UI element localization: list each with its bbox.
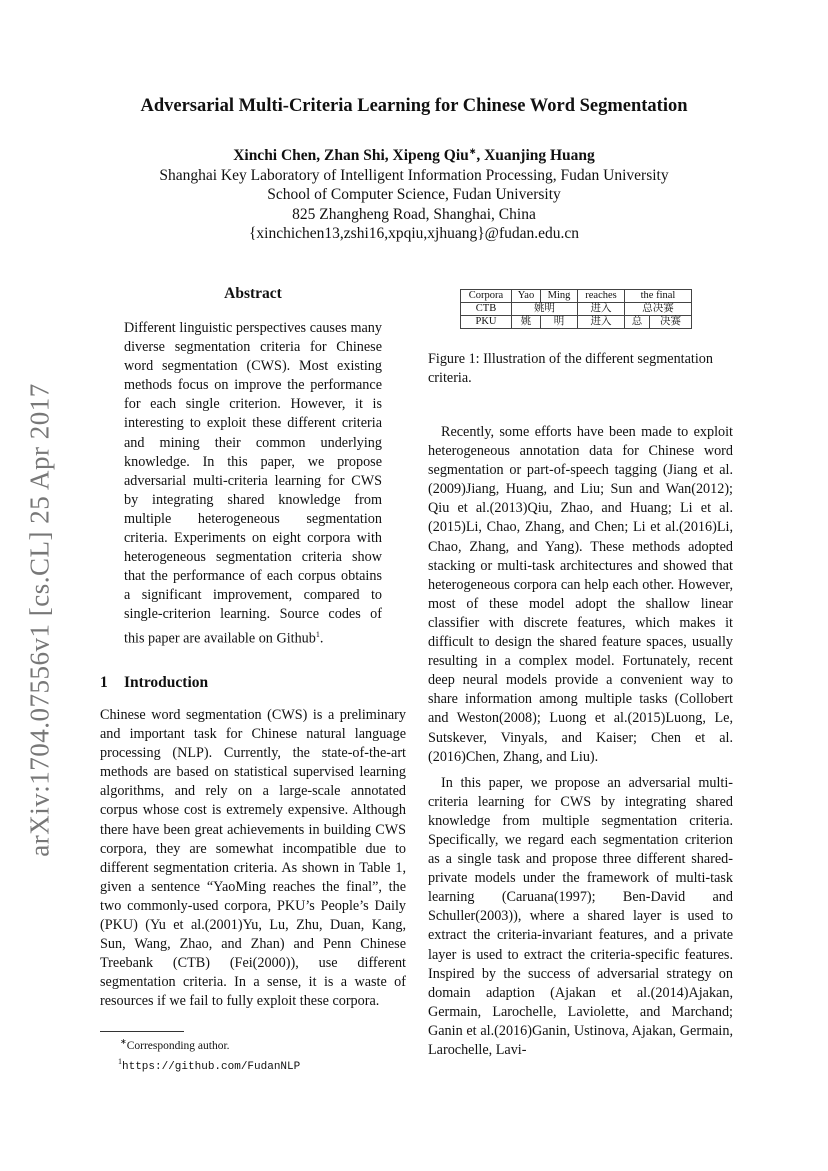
affiliation-lab: Shanghai Key Laboratory of Intelligent Information Processing, Fudan University xyxy=(159,166,669,184)
right-column-body xyxy=(428,423,733,1060)
abstract-body xyxy=(124,319,382,648)
author-names xyxy=(0,143,828,166)
table-cell: 总 xyxy=(625,316,650,329)
table-cell: reaches xyxy=(578,290,625,303)
arxiv-identifier: arXiv:1704.07556v1 [cs.CL] 25 Apr 2017 xyxy=(24,383,55,857)
introduction-body xyxy=(100,706,406,1012)
table-cell: Ming xyxy=(541,290,578,303)
table-cell: 姚明 xyxy=(512,303,578,316)
table-cell: Corpora xyxy=(461,290,512,303)
footnote-url-mark: 1 xyxy=(118,1056,122,1066)
paper-title: Adversarial Multi-Criteria Learning for Chinese Word Segmentation xyxy=(140,96,688,116)
section-title: Introduction xyxy=(124,674,209,691)
table-cell: Yao xyxy=(512,290,541,303)
abstract-end: . xyxy=(319,630,324,647)
footnote-corr-mark: ∗ xyxy=(120,1037,127,1046)
github-url[interactable]: https://github.com/FudanNLP xyxy=(122,1060,301,1073)
footnote-rule xyxy=(100,1031,184,1032)
table-cell: the final xyxy=(625,290,692,303)
table-cell: 进入 xyxy=(578,303,625,316)
table-cell: 明 xyxy=(541,316,578,329)
table-cell: 总决赛 xyxy=(625,303,692,316)
footnote-ref-1: 1 xyxy=(315,629,320,639)
table-cell: PKU xyxy=(461,316,512,329)
abstract-heading: Abstract xyxy=(224,285,282,302)
section-heading-introduction xyxy=(100,674,208,692)
section-number: 1 xyxy=(100,674,108,691)
right-paragraph-1: Recently, some efforts have been made to exploit heterogeneous annotation data for Chinese word segmentation or part-of-speech tagging (Jiang et al.(2009)Jiang, Huang, and Liu; Sun and Wan(2012); Qiu et al.(2013)Qiu, Zhao, and Huang; Li et al.(2015)Li, Chao, Zhang, and Chen; Li et al.(2016)Li, Chao, Zhang, and Yang). These methods adopted stacking or multi-task architectures and showed that heterogeneous corpora can help each other. However, most of these model adopt the shallow linear classifier with discrete features, which makes it difficult to design the shared feature spaces, usually resulting in a complex model. Fortunately, recent deep neural models provide a convenient way to share information among multiple tasks (Collobert and Weston(2008); Luong et al.(2015)Luong, Le, Sutskever, Vinyals, and Kaiser; Chen et al.(2016)Chen, Zhang, and Liu). xyxy=(428,424,733,765)
author-list: Xinchi Chen, Zhan Shi, Xipeng Qiu xyxy=(233,147,469,165)
figure-1-table xyxy=(460,289,692,329)
figure-1-caption: Figure 1: Illustration of the different segmentation criteria. xyxy=(428,351,713,387)
right-paragraph-2: In this paper, we propose an adversarial multi-criteria learning for CWS by integrating shared knowledge from multiple segmentation criteria. Specifically, we regard each segmentation criterion as a single task and propose three different shared-private models under the framework of multi-task learning (Caruana(1997); Ben-David and Schuller(2003)), where a shared layer is used to extract the criteria-invariant features, and a private layer is used to extract the criteria-specific features. Inspired by the success of adversarial strategy on domain adaption (Ajakan et al.(2014)Ajakan, Germain, Larochelle, Laviolette, and Marchand; Ganin et al.(2016)Ganin, Ustinova, Ajakan, Germain, Larochelle, Lavi- xyxy=(428,774,733,1058)
table-cell: 姚 xyxy=(512,316,541,329)
footnote-corr-text: Corresponding author. xyxy=(126,1039,230,1052)
table-row xyxy=(461,290,692,303)
footnote-url xyxy=(100,1054,406,1075)
abstract-text: Different linguistic perspectives causes many diverse segmentation criteria for Chinese word segmentation (CWS). Most existing methods focus on improve the performance for each single criterion. However, it is interesting to exploit these different criteria and mining their common underlying knowledge. In this paper, we propose adversarial multi-criteria learning for CWS by integrating shared knowledge from multiple heterogeneous segmentation criteria. Experiments on eight corpora with heterogeneous segmentation criteria show that the performance of each corpus obtains a significant improvement, compared to single-criterion learning. Source codes of this paper are available on Github xyxy=(124,320,382,647)
introduction-paragraph: Chinese word segmentation (CWS) is a preliminary and important task for Chinese natural language processing (NLP). Currently, the state-of-the-art methods are based on statistical supervised learning algorithms, and rely on a large-scale annotated corpus whose cost is extremely expensive. Although there have been great achievements in building CWS corpora, they are somewhat incompatible due to different segmentation criteria. As shown in Table 1, given a sentence “YaoMing reaches the final”, the two commonly-used corpora, PKU’s People’s Daily (PKU) (Yu et al.(2001)Yu, Lu, Zhu, Duan, Kang, Sun, Wang, Zhao, and Zhan) and Penn Chinese Treebank (CTB) (Fei(2000)), use different segmentation criteria. In a sense, it is a waste of resources if we fail to fully exploit these corpora. xyxy=(100,707,406,1010)
table-cell: 决赛 xyxy=(650,316,692,329)
author-block xyxy=(0,143,828,244)
corresponding-author-mark: ∗ xyxy=(468,147,477,157)
table-row xyxy=(461,316,692,329)
author-list-last: , Xuanjing Huang xyxy=(476,147,595,165)
table-cell: 进入 xyxy=(578,316,625,329)
footnotes xyxy=(100,1034,406,1075)
author-emails: {xinchichen13,zshi16,xpqiu,xjhuang}@fudan.edu.cn xyxy=(248,225,580,243)
table-row xyxy=(461,303,692,316)
table-cell: CTB xyxy=(461,303,512,316)
footnote-corresponding xyxy=(100,1034,406,1054)
affiliation-address: 825 Zhangheng Road, Shanghai, China xyxy=(292,205,536,223)
affiliation-school: School of Computer Science, Fudan University xyxy=(267,186,561,204)
arxiv-sidebar xyxy=(18,360,62,880)
